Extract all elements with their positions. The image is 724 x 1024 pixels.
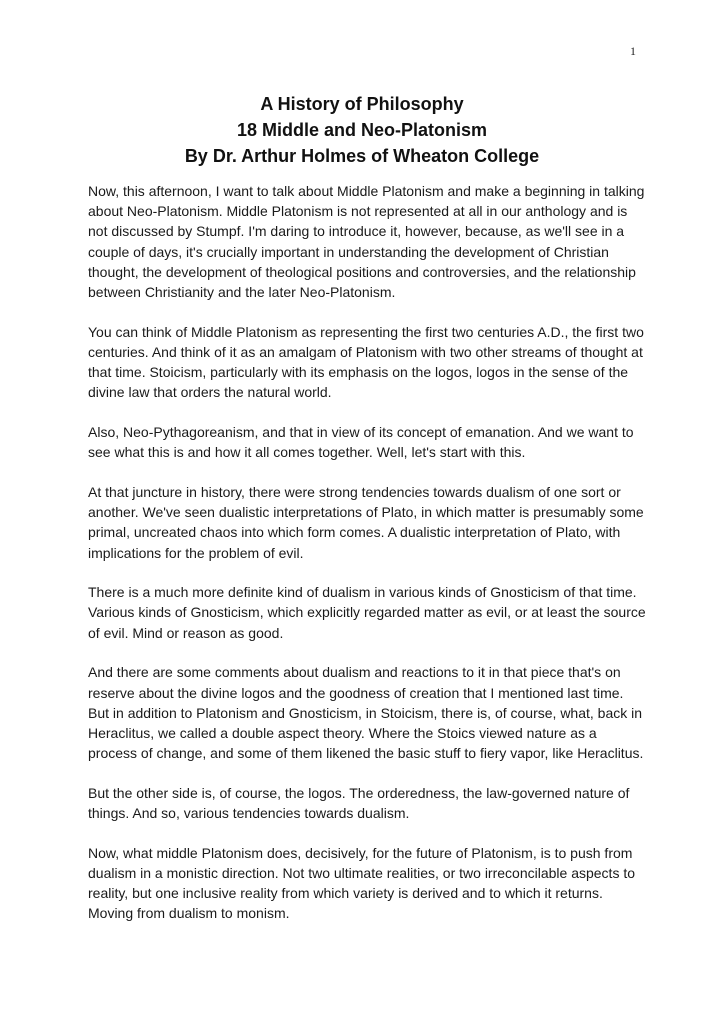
page-number: 1 <box>630 44 636 58</box>
paragraph: You can think of Middle Platonism as representing the first two centuries A.D., the first two centuries. And think of it as an amalgam of Platonism with two other streams of thought at that time. Stoicism, particularly with its emphasis on the logos, logos in the sense of the divine law that orders the natural world. <box>88 323 644 401</box>
paragraph: Now, what middle Platonism does, decisively, for the future of Platonism, is to push from dualism in a monistic direction. Not two ultimate realities, or two irreconcilable aspects to reality, but one inclusive reality from which variety is derived and to which it returns. Moving from dualism to monism. <box>88 844 636 922</box>
title-line-author: By Dr. Arthur Holmes of Wheaton College <box>184 146 540 166</box>
title-line-series: A History of Philosophy <box>260 94 464 114</box>
paragraph: There is a much more definite kind of dualism in various kinds of Gnosticism of that time. Various kinds of Gnosticism, which explicitly regarded matter as evil, or at least the source of evil. Mind or reason as good. <box>88 584 646 641</box>
title-line-lecture: 18 Middle and Neo-Platonism <box>236 120 488 140</box>
paragraph: Also, Neo-Pythagoreanism, and that in view of its concept of emanation. And we want to see what this is and how it all comes together. Well, let's start with this. <box>88 424 634 461</box>
document-title <box>0 91 724 169</box>
paragraph: But the other side is, of course, the logos. The orderedness, the law-governed nature of things. And so, various tendencies towards dualism. <box>88 784 630 822</box>
body-text <box>88 181 648 943</box>
paragraph: At that juncture in history, there were strong tendencies towards dualism of one sort or another. We've seen dualistic interpretations of Plato, in which matter is presumably some primal, uncreated chaos into which form comes. A dualistic interpretation of Plato, with implications for the problem of evil. <box>88 483 644 561</box>
paragraph: And there are some comments about dualism and reactions to it in that piece that's on reserve about the divine logos and the goodness of creation that I mentioned last time. But in addition to Platonism and Gnosticism, in Stoicism, there is, of course, what, back in Heraclitus, we called a double aspect theory. Where the Stoics viewed nature as a process of change, and some of them likened the basic stuff to fiery vapor, like Heraclitus. <box>88 664 644 762</box>
paragraph: Now, this afternoon, I want to talk about Middle Platonism and make a beginning in talking about Neo-Platonism. Middle Platonism is not represented at all in our anthology and is not discussed by Stumpf. I'm daring to introduce it, however, because, as we'll see in a couple of days, it's crucially important in understanding the development of Christian thought, the development of theological positions and controversies, and the relationship between Christianity and the later Neo-Platonism. <box>88 183 645 301</box>
